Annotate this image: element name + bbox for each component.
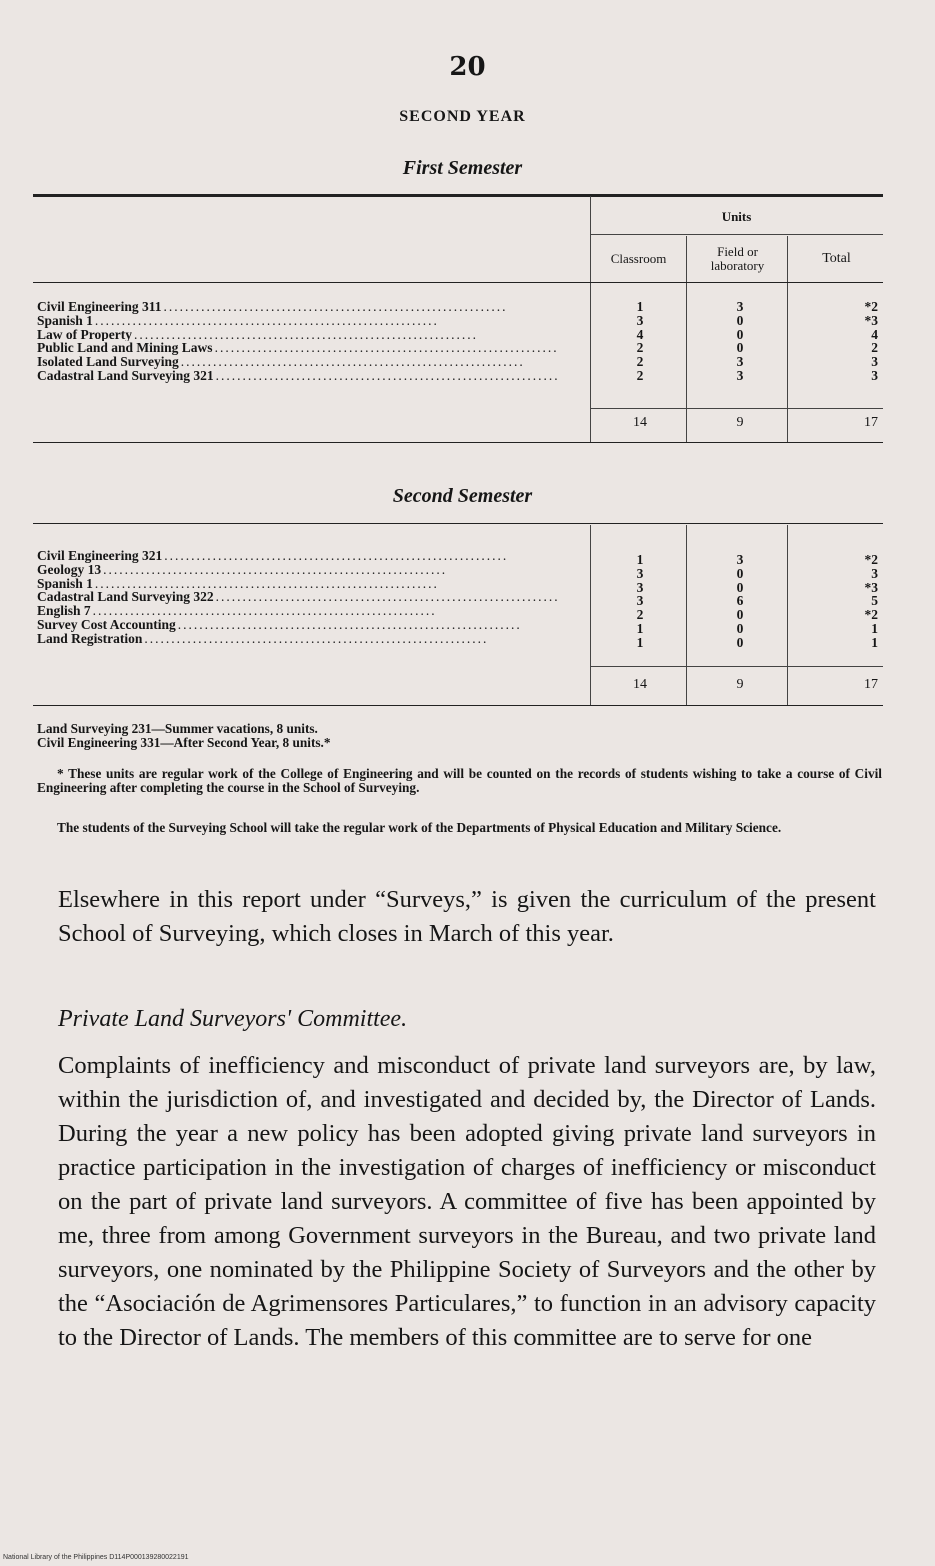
total-header: Total — [822, 251, 851, 266]
field-cell: 0 — [736, 607, 744, 623]
total-cell: 3 — [871, 354, 878, 370]
course-row: Law of Property ................................................................ — [37, 327, 478, 342]
second-semester-heading: Second Semester — [392, 485, 533, 507]
course-name: Cadastral Land Surveying 321 — [37, 368, 214, 383]
field-values — [700, 300, 780, 383]
field-cell: 3 — [736, 367, 744, 383]
totals-rule — [590, 666, 883, 667]
classroom-values — [600, 553, 680, 650]
course-name: English 7 — [37, 604, 91, 618]
course-name: Isolated Land Surveying — [37, 355, 179, 369]
field-cell: 6 — [736, 593, 744, 609]
classroom-header: Classroom — [610, 251, 667, 266]
note-civil-engineering: Civil Engineering 331—After Second Year, 8 units.* — [37, 735, 331, 750]
classroom-cell: 2 — [636, 367, 644, 383]
classroom-total: 14 — [633, 677, 647, 692]
classroom-cell: 1 — [636, 552, 644, 567]
course-name: Survey Cost Accounting — [37, 617, 176, 632]
course-name: Civil Engineering 321 — [37, 549, 163, 563]
table-bottom-rule — [33, 442, 883, 443]
classroom-cell: 3 — [636, 593, 644, 609]
column-divider — [787, 525, 788, 705]
course-row: Cadastral Land Surveying 321 ................................................................ — [37, 368, 560, 383]
course-row: Spanish 1 ................................................................ — [37, 313, 439, 328]
field-cell: 0 — [736, 579, 744, 595]
archive-stamp: National Library of the Philippines D114P000139280022191 — [3, 1554, 189, 1561]
field-values — [700, 553, 780, 650]
total-values — [800, 553, 878, 650]
grand-total: 17 — [864, 415, 878, 430]
total-cell: *2 — [864, 299, 878, 314]
table-bottom-rule — [33, 705, 883, 706]
classroom-cell: 1 — [636, 620, 644, 636]
field-cell: 0 — [736, 340, 744, 356]
total-cell: *2 — [864, 552, 878, 567]
paragraph-surveys: Elsewhere in this report under “Surveys,” is given the curriculum of the present School of Surveying, which closes in March of this year. — [58, 886, 876, 947]
field-total: 9 — [736, 677, 744, 692]
table-top-rule — [33, 194, 883, 197]
page-number: 20 — [449, 52, 486, 82]
course-row: Survey Cost Accounting ................................................................ — [37, 617, 522, 632]
field-cell: 3 — [736, 299, 744, 314]
total-values — [800, 300, 878, 383]
classroom-values — [600, 300, 680, 383]
total-cell: 1 — [871, 634, 878, 650]
header-bottom-rule — [33, 282, 883, 283]
course-name: Law of Property — [37, 327, 132, 342]
classroom-cell: 3 — [636, 565, 644, 581]
total-cell: 1 — [871, 620, 878, 636]
classroom-cell: 2 — [636, 354, 644, 370]
table-top-rule — [33, 523, 883, 524]
course-row: English 7 ................................................................ — [37, 604, 437, 618]
course-row: Civil Engineering 321 ................................................................ — [37, 549, 509, 563]
course-name: Spanish 1 — [37, 313, 93, 328]
footnote: * These units are regular work of the College of Engineering and will be counted on the records of students wishing to take a course of Civil Engineering after completing the course in the School of Surveying. — [37, 766, 882, 795]
classroom-cell: 1 — [636, 299, 644, 314]
column-divider — [787, 236, 788, 442]
course-row: Civil Engineering 311 ................................................................ — [37, 300, 508, 314]
field-cell: 3 — [736, 354, 744, 370]
course-name: Land Registration — [37, 631, 143, 646]
first-semester-course-list — [37, 300, 592, 383]
units-header: Units — [721, 209, 752, 224]
column-divider — [686, 236, 687, 442]
classroom-cell: 2 — [636, 607, 644, 623]
field-cell: 0 — [736, 565, 744, 581]
classroom-total: 14 — [633, 415, 647, 430]
course-name: Spanish 1 — [37, 576, 93, 591]
field-cell: 0 — [736, 620, 744, 636]
units-header-rule — [590, 234, 883, 235]
course-row: Public Land and Mining Laws ................................................................ — [37, 341, 559, 356]
second-semester-course-list — [37, 549, 592, 646]
course-name: Public Land and Mining Laws — [37, 341, 213, 356]
total-cell: *2 — [864, 607, 878, 623]
section-heading: SECOND YEAR — [399, 108, 526, 125]
field-cell: 0 — [736, 312, 744, 328]
grand-total: 17 — [864, 677, 878, 692]
course-name: Cadastral Land Surveying 322 — [37, 590, 214, 605]
total-cell: 2 — [871, 340, 878, 356]
total-cell: 4 — [871, 326, 878, 342]
field-total: 9 — [736, 415, 744, 430]
total-cell: 3 — [871, 565, 878, 581]
total-cell: 5 — [871, 593, 878, 609]
course-row: Land Registration ................................................................ — [37, 631, 489, 646]
note-land-surveying: Land Surveying 231—Summer vacations, 8 units. — [37, 721, 318, 736]
departments-note: The students of the Surveying School will take the regular work of the Departments of Physical Education and Military Science. — [57, 820, 782, 835]
course-row: Cadastral Land Surveying 322 ................................................................ — [37, 590, 560, 605]
total-cell: 3 — [871, 367, 878, 383]
committee-subheading: Private Land Surveyors' Committee. — [58, 1006, 408, 1032]
course-name: Civil Engineering 311 — [37, 300, 162, 314]
field-cell: 0 — [736, 326, 744, 342]
column-divider — [686, 525, 687, 705]
field-cell: 3 — [736, 552, 744, 567]
totals-rule — [590, 408, 883, 409]
paragraph-committee: Complaints of inefficiency and misconduct of private land surveyors are, by law, within the jurisdiction of, and investigated and decided by, the Director of Lands. During the year a new policy has been adopted giving private land surveyors in practice participation in the investigation of charges of inefficiency or misconduct on the part of private land surveyors. A committee of five has been appointed by me, three from among Government surveyors in the Bureau, and two private land surveyors, one nominated by the Philippine Society of Surveyors and the other by the “Asociación de Agrimensores Particulares,” to function in an advisory capacity to the Director of Lands. The members of this committee are to serve for one — [58, 1052, 876, 1351]
classroom-cell: 3 — [636, 579, 644, 595]
first-semester-heading: First Semester — [402, 157, 523, 179]
field-cell: 0 — [736, 634, 744, 650]
course-row: Isolated Land Surveying ................................................................ — [37, 355, 525, 369]
total-cell: *3 — [864, 579, 878, 595]
course-row: Spanish 1 ................................................................ — [37, 576, 439, 591]
classroom-cell: 3 — [636, 312, 644, 328]
course-name: Geology 13 — [37, 562, 102, 577]
total-cell: *3 — [864, 312, 878, 328]
classroom-cell: 4 — [636, 326, 644, 342]
field-header: Field or laboratory — [710, 244, 765, 273]
course-row: Geology 13 ................................................................ — [37, 562, 448, 577]
classroom-cell: 2 — [636, 340, 644, 356]
classroom-cell: 1 — [636, 634, 644, 650]
